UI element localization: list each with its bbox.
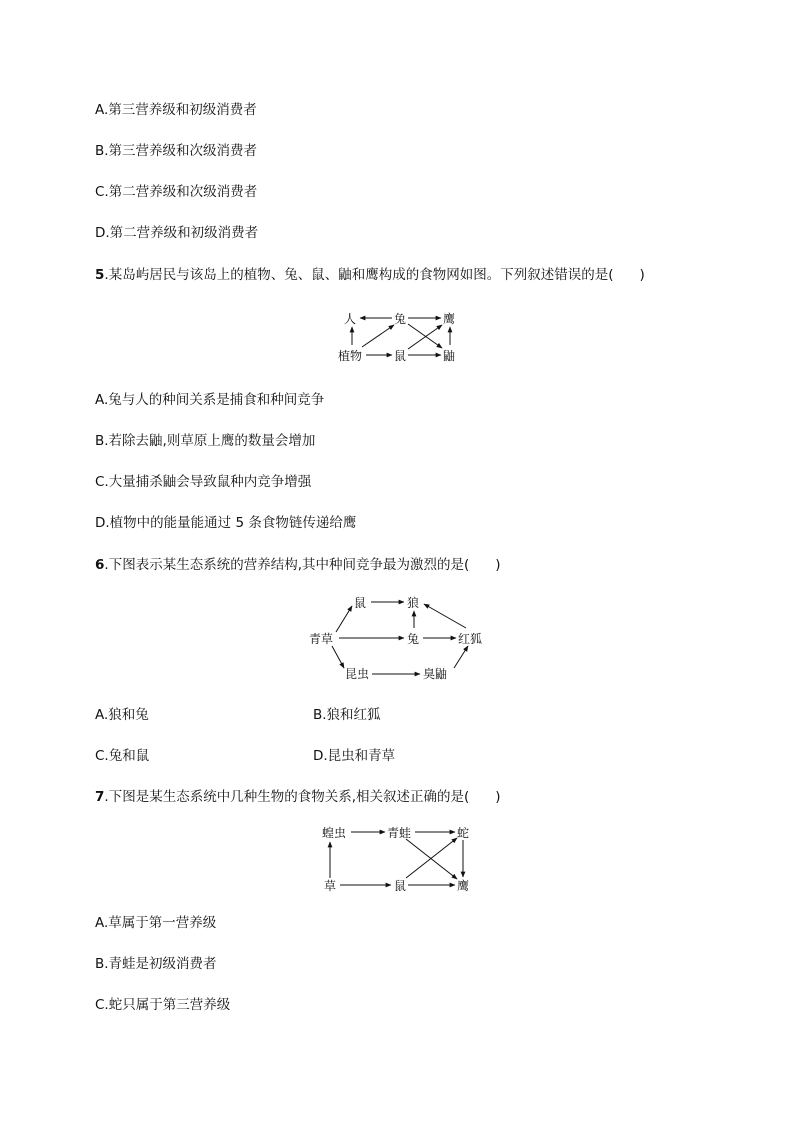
- option-c: C.第二营养级和次级消费者: [95, 184, 258, 200]
- node-shu: 鼠: [394, 879, 407, 893]
- question-text: .某岛屿居民与该岛上的植物、兔、鼠、鼬和鹰构成的食物网如图。下列叙述错误的是(: [104, 267, 614, 283]
- node-honghu: 红狐: [458, 632, 483, 646]
- node-huangchong: 蝗虫: [322, 826, 347, 840]
- q5-option-b: B.若除去鼬,则草原上鹰的数量会增加: [95, 433, 316, 449]
- node-lang: 狼: [407, 596, 420, 610]
- node-ying: 鹰: [443, 312, 456, 326]
- food-web-diagram-q5: [330, 305, 470, 367]
- arrow-qingcao-kunchong: [332, 646, 344, 668]
- question-number: 7: [95, 789, 105, 805]
- q5-option-a: A.兔与人的种间关系是捕食和种间竞争: [95, 392, 325, 408]
- arrow-chouyou-honghu: [454, 646, 468, 668]
- node-cao: 草: [324, 879, 337, 893]
- node-chouyou: 臭鼬: [423, 667, 448, 681]
- question-7-stem: [95, 788, 501, 806]
- answer-blank-close: ): [495, 557, 501, 573]
- answer-blank-close: ): [495, 789, 501, 805]
- node-shu: 鼠: [354, 596, 367, 610]
- arrow-zhiwu-tu: [362, 325, 394, 347]
- question-text: .下图是某生态系统中几种生物的食物关系,相关叙述正确的是(: [104, 789, 470, 805]
- node-tu: 兔: [394, 312, 407, 326]
- node-shu: 鼠: [394, 349, 407, 363]
- q5-option-d: D.植物中的能量能通过 5 条食物链传递给鹰: [95, 515, 357, 531]
- option-a: A.第三营养级和初级消费者: [95, 102, 257, 118]
- node-zhiwu: 植物: [338, 349, 363, 363]
- node-qingcao: 青草: [309, 632, 334, 646]
- node-tu: 兔: [407, 632, 420, 646]
- arrow-tu-you: [408, 324, 442, 348]
- arrow-honghu-lang: [424, 604, 466, 628]
- node-qingwa: 青蛙: [387, 826, 412, 840]
- question-number: 5: [95, 267, 105, 283]
- question-number: 6: [95, 557, 105, 573]
- question-6-stem: [95, 556, 501, 574]
- node-ying: 鹰: [457, 879, 470, 893]
- q6-option-a-text: A.狼和兔: [95, 707, 149, 723]
- node-ren: 人: [344, 312, 357, 326]
- node-kunchong: 昆虫: [345, 667, 370, 681]
- arrow-qingwa-ying: [406, 839, 457, 879]
- answer-blank-close: ): [639, 267, 645, 283]
- question-text: .下图表示某生态系统的营养结构,其中种间竞争最为激烈的是(: [104, 557, 470, 573]
- food-web-diagram-q7: [318, 822, 478, 894]
- q6-option-d: D.昆虫和青草: [313, 748, 396, 764]
- question-5-stem: [95, 266, 645, 284]
- arrow-qingcao-shu: [336, 606, 352, 632]
- arrow-shu-she: [406, 838, 457, 878]
- food-web-diagram-q6: [306, 592, 488, 684]
- q6-option-c-text: C.兔和鼠: [95, 748, 150, 764]
- q6-option-b: B.狼和红狐: [313, 707, 381, 723]
- node-she: 蛇: [457, 826, 470, 840]
- q7-option-b: B.青蛙是初级消费者: [95, 956, 217, 972]
- q6-option-c: [95, 747, 396, 765]
- option-b: B.第三营养级和次级消费者: [95, 143, 258, 159]
- q5-option-c: C.大量捕杀鼬会导致鼠种内竞争增强: [95, 474, 312, 490]
- option-d: D.第二营养级和初级消费者: [95, 225, 259, 241]
- q7-option-a: A.草属于第一营养级: [95, 915, 217, 931]
- node-you: 鼬: [443, 349, 456, 363]
- arrow-shu-ying: [408, 325, 442, 349]
- q6-option-a: [95, 706, 381, 724]
- q7-option-c: C.蛇只属于第三营养级: [95, 997, 231, 1013]
